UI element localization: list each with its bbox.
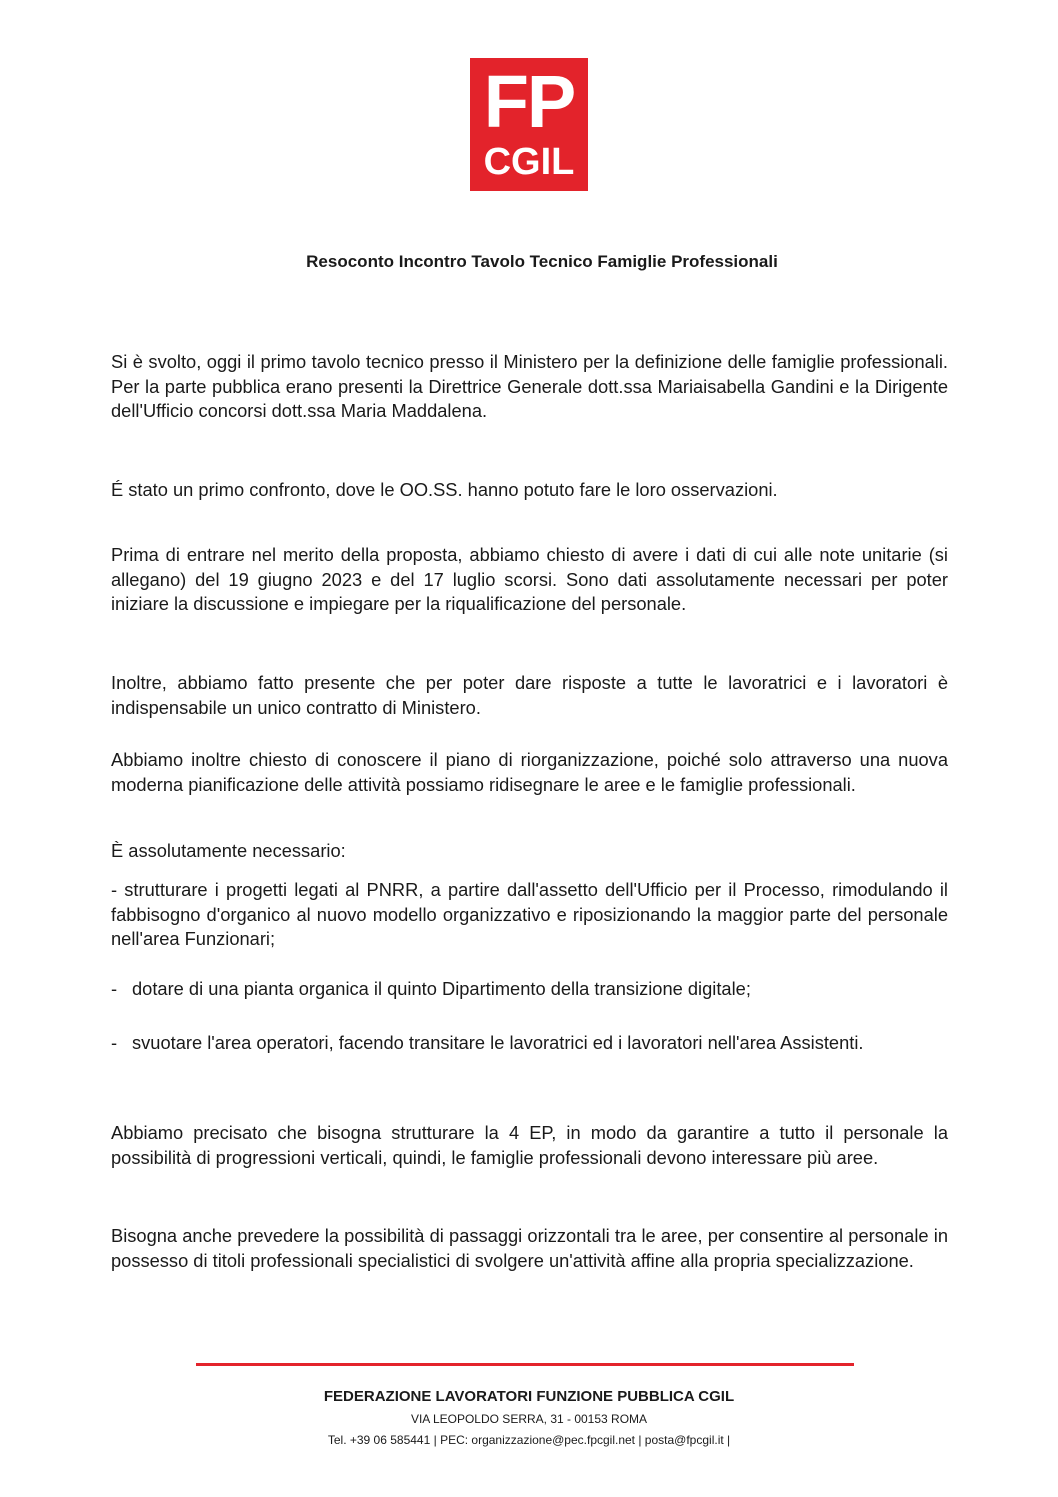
logo-cgil-text: CGIL [483,141,575,183]
paragraph-reorganization: Abbiamo inoltre chiesto di conoscere il piano di riorganizzazione, poiché solo attraverso una nuova moderna pianificazione delle attività possiamo ridisegnare le aree e le famiglie professionali. [111,749,948,795]
footer-address: VIA LEOPOLDO SERRA, 31 - 00153 ROMA [410,1412,648,1426]
footer-divider [196,1363,854,1366]
paragraph-necessary-heading: È assolutamente necessario: [111,840,346,861]
list-item-digital-department [111,977,948,1002]
footer-contacts: Tel. +39 06 585441 | PEC: organizzazione@pec.fpcgil.net | posta@fpcgil.it | [327,1433,731,1447]
logo-fp-text: FP [483,60,575,143]
bullet-text: dotare di una pianta organica il quinto Dipartimento della transizione digitale; [132,978,751,999]
paragraph-meeting-intro: Si è svolto, oggi il primo tavolo tecnico presso il Ministero per la definizione delle famiglie professionali. Per la parte pubblica erano presenti la Direttrice Generale dott.ssa Mariaisabella Gandini e la Dirigente dell'Ufficio concorsi dott.ssa Maria Maddalena. [111,351,948,422]
paragraph-4ep-structure: Abbiamo precisato che bisogna strutturare la 4 EP, in modo da garantire a tutto il personale la possibilità di progressioni verticali, quindi, le famiglie professionali devono interessare più aree. [111,1122,948,1168]
list-item-operators-area [111,1031,948,1056]
paragraph-single-contract: Inoltre, abbiamo fatto presente che per poter dare risposte a tutte le lavoratrici e i lavoratori è indispensabile un unico contratto di Ministero. [111,672,948,718]
fp-cgil-logo [470,58,588,191]
paragraph-data-request: Prima di entrare nel merito della proposta, abbiamo chiesto di avere i dati di cui alle note unitarie (si allegano) del 19 giugno 2023 e del 17 luglio scorsi. Sono dati assolutamente necessari per poter iniziare la discussione e impiegare per la riqualificazione del personale. [111,544,948,615]
paragraph-first-comparison: É stato un primo confronto, dove le OO.SS. hanno potuto fare le loro osservazioni. [111,479,778,500]
bullet-dash: - [111,978,118,999]
document-title: Resoconto Incontro Tavolo Tecnico Famiglie Professionali [306,252,778,271]
paragraph-horizontal-passages: Bisogna anche prevedere la possibilità di passaggi orizzontali tra le aree, per consentire al personale in possesso di titoli professionali specialistici di svolgere un'attività affine alla propria specializzazione. [111,1225,948,1271]
paragraph-pnrr-projects: - strutturare i progetti legati al PNRR, a partire dall'assetto dell'Ufficio per il Processo, rimodulando il fabbisogno d'organico al nuovo modello organizzativo e riposizionando la maggior parte del personale nell'area Funzionari; [111,879,948,950]
bullet-text: svuotare l'area operatori, facendo transitare le lavoratrici ed i lavoratori nell'area Assistenti. [132,1032,864,1053]
footer-organization: FEDERAZIONE LAVORATORI FUNZIONE PUBBLICA CGIL [323,1388,735,1405]
bullet-dash: - [111,1032,118,1053]
